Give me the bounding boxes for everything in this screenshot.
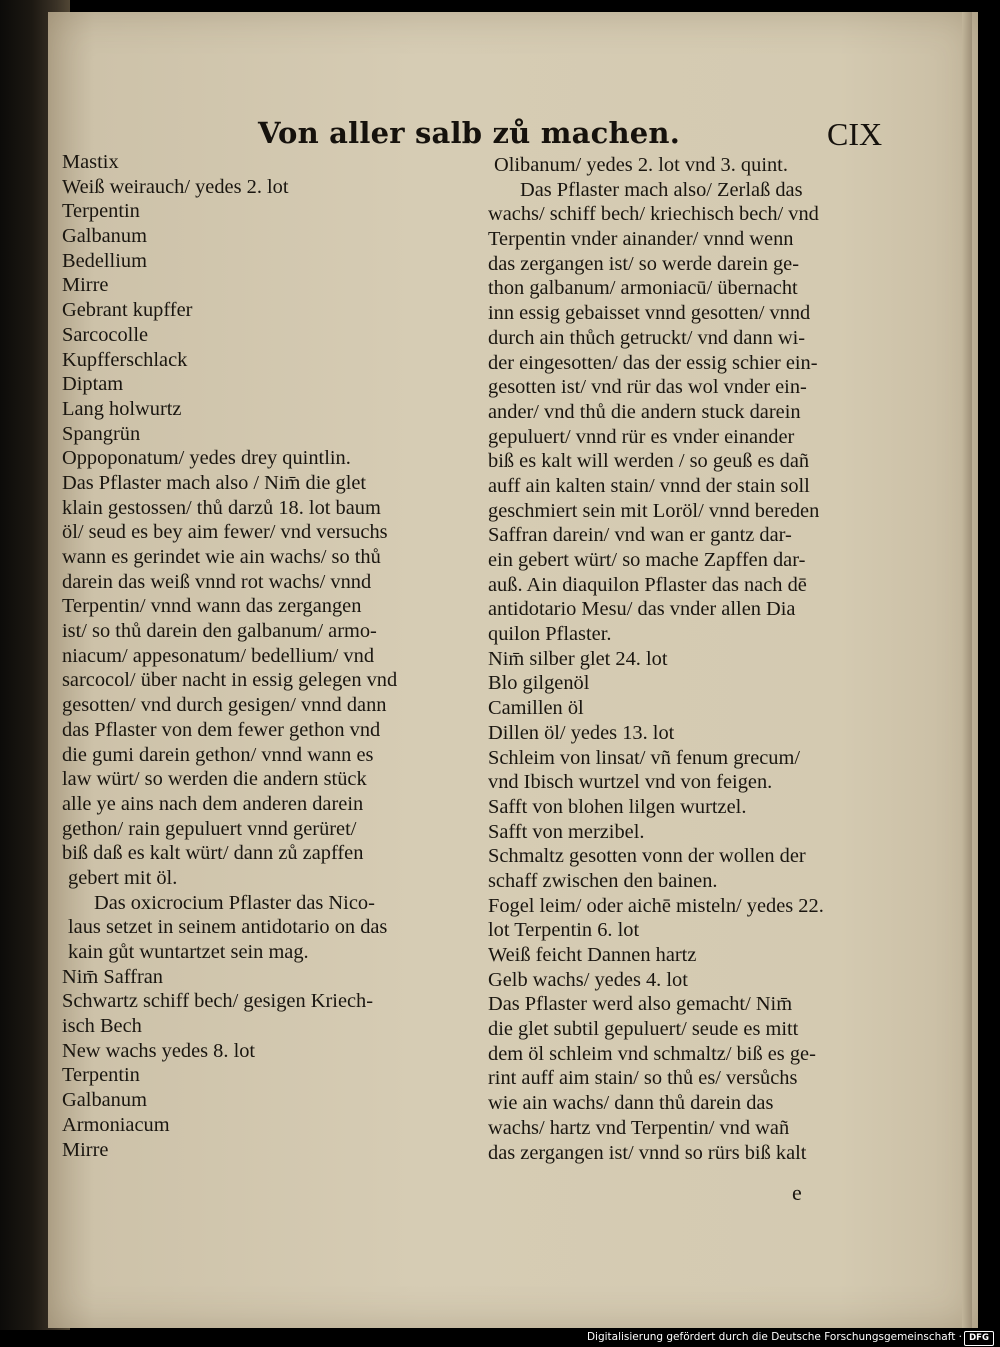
text-line: gesotten ist/ vnd rür das wol vnder ein- (488, 376, 807, 399)
text-line: Fogel leim/ oder aichē misteln/ yedes 22. (488, 894, 824, 917)
text-line: Terpentin (62, 200, 140, 223)
text-line: Mirre (62, 1138, 109, 1161)
text-line: inn essig gebaisset vnnd gesotten/ vnnd (488, 302, 811, 325)
text-line: Sarcocolle (62, 323, 149, 346)
text-line: laus setzet in seinem antidotario on das (68, 916, 388, 939)
text-line: Terpentin (62, 1064, 140, 1087)
text-line: die gumi darein gethon/ vnnd wann es (62, 743, 374, 766)
text-line: wie ain wachs/ dann thů darein das (488, 1092, 774, 1115)
text-line: die glet subtil gepuluert/ seude es mitt (488, 1018, 799, 1041)
dfg-logo: DFG (964, 1331, 994, 1346)
text-line: Schwartz schiff bech/ gesigen Kriech- (62, 990, 374, 1013)
text-line: Weiß weirauch/ yedes 2. lot (62, 175, 289, 198)
text-line: wachs/ hartz vnd Terpentin/ vnd wañ (488, 1116, 790, 1139)
text-line: Schleim von linsat/ vñ fenum grecum/ (488, 746, 801, 769)
text-line: Saffran darein/ vnd wan er gantz dar- (488, 524, 792, 547)
text-line: rint auff aim stain/ so thů es/ versůchs (488, 1067, 798, 1090)
text-line: Mirre (62, 274, 109, 297)
text-line: geschmiert sein mit Loröl/ vnnd bereden (488, 499, 820, 522)
text-line: wachs/ schiff bech/ kriechisch bech/ vnd (488, 203, 819, 226)
text-line: Galbanum (62, 1089, 147, 1112)
text-line: lot Terpentin 6. lot (488, 919, 640, 942)
text-line: durch ain thůch getruckt/ vnd dann wi- (488, 326, 806, 349)
text-line: Nim̄ Saffran (62, 965, 163, 988)
text-line: Terpentin vnder ainander/ vnnd wenn (488, 228, 794, 251)
text-line: antidotario Mesu/ das vnder allen Dia (488, 598, 796, 621)
text-line: Terpentin/ vnnd wann das zergangen (62, 595, 362, 618)
text-line: wann es gerindet wie ain wachs/ so thů (62, 546, 381, 568)
text-line: niacum/ appesonatum/ bedellium/ vnd (62, 644, 375, 667)
text-line: gesotten/ vnd durch gesigen/ vnnd dann (62, 694, 387, 717)
text-line: Spangrün (62, 422, 141, 445)
page-edge (962, 12, 972, 1328)
text-line: Gebrant kupffer (62, 299, 193, 322)
text-line: Armoniacum (62, 1113, 170, 1136)
text-line: Das Pflaster mach also / Nim̄ die glet (62, 471, 367, 494)
funding-credit: Digitalisierung gefördert durch die Deutsche Forschungsgemeinschaft · (586, 1331, 962, 1343)
left-text-column (62, 150, 462, 1162)
text-line: auß. Ain diaquilon Pflaster das nach dē (488, 573, 807, 596)
text-line: Safft von merzibel. (488, 820, 645, 843)
text-line: ein gebert würt/ so mache Zapffen dar- (488, 549, 806, 571)
text-line: Bedellium (62, 249, 147, 272)
text-line: Mastix (62, 151, 119, 173)
text-line: auff ain kalten stain/ vnnd der stain soll (488, 474, 810, 497)
text-line: biß daß es kalt würt/ dann zů zapffen (62, 842, 364, 865)
text-line: Dillen öl/ yedes 13. lot (488, 721, 675, 744)
text-line: Gelb wachs/ yedes 4. lot (488, 968, 688, 991)
text-line: Das oxicrocium Pflaster das Nico- (94, 891, 375, 914)
text-line: darein das weiß vnnd rot wachs/ vnnd (62, 570, 372, 593)
text-line: Das Pflaster mach also/ Zerlaß das (520, 178, 803, 201)
text-line: dem öl schleim vnd schmaltz/ biß es ge- (488, 1042, 816, 1065)
text-line: Olibanum/ yedes 2. lot vnd 3. quint. (494, 154, 788, 176)
text-line: gethon/ rain gepuluert vnnd gerüret/ (62, 817, 357, 840)
text-line: Camillen öl (488, 697, 584, 720)
text-line: Diptam (62, 373, 124, 396)
text-line: gebert mit öl. (68, 866, 178, 889)
text-line: quilon Pflaster. (488, 623, 612, 646)
text-line: Galbanum (62, 225, 147, 248)
text-line: kain gůt wuntartzet sein mag. (68, 941, 309, 963)
text-line: das Pflaster von dem fewer gethon vnd (62, 718, 381, 741)
text-line: vnd Ibisch wurtzel vnd von feigen. (488, 771, 773, 794)
text-line: sarcocol/ über nacht in essig gelegen vnd (62, 669, 398, 692)
text-line: Kupfferschlack (62, 348, 188, 371)
text-line: Oppoponatum/ yedes drey quintlin. (62, 447, 351, 470)
text-line: Nim̄ silber glet 24. lot (488, 647, 668, 670)
text-line: Weiß feicht Dannen hartz (488, 944, 697, 966)
text-line: klain gestossen/ thů darzů 18. lot baum (62, 496, 381, 519)
text-line: Das Pflaster werd also gemacht/ Nim̄ (488, 993, 793, 1016)
folio-number: CIX (827, 116, 883, 152)
text-line: der eingesotten/ das der essig schier ein- (488, 351, 818, 374)
running-head: Von aller salb zů machen. (258, 116, 681, 150)
text-line: gepuluert/ vnnd rür es vnder einander (488, 425, 795, 448)
text-line: isch Bech (62, 1015, 142, 1038)
text-line: Lang holwurtz (62, 397, 182, 420)
text-line: biß es kalt will werden / so geuß es dañ (488, 450, 810, 473)
right-text-column (488, 153, 888, 1165)
text-line: law würt/ so werden die andern stück (62, 768, 367, 791)
text-line: schaff zwischen den bainen. (488, 869, 718, 892)
text-line: thon galbanum/ armoniacū/ übernacht (488, 277, 798, 300)
signature-mark: e (792, 1180, 802, 1205)
text-line: Safft von blohen lilgen wurtzel. (488, 795, 747, 818)
text-line: ist/ so thů darein den galbanum/ armo- (62, 620, 377, 643)
text-line: das zergangen ist/ so werde darein ge- (488, 252, 800, 275)
text-line: Schmaltz gesotten vonn der wollen der (488, 845, 806, 868)
text-line: ander/ vnd thů die andern stuck darein (488, 400, 801, 423)
text-line: öl/ seud es bey aim fewer/ vnd versuchs (62, 521, 388, 544)
text-line: New wachs yedes 8. lot (62, 1039, 256, 1062)
text-line: Blo gilgenöl (488, 672, 590, 695)
text-line: das zergangen ist/ vnnd so rürs biß kalt (488, 1141, 807, 1164)
text-line: alle ye ains nach dem anderen darein (62, 792, 364, 815)
